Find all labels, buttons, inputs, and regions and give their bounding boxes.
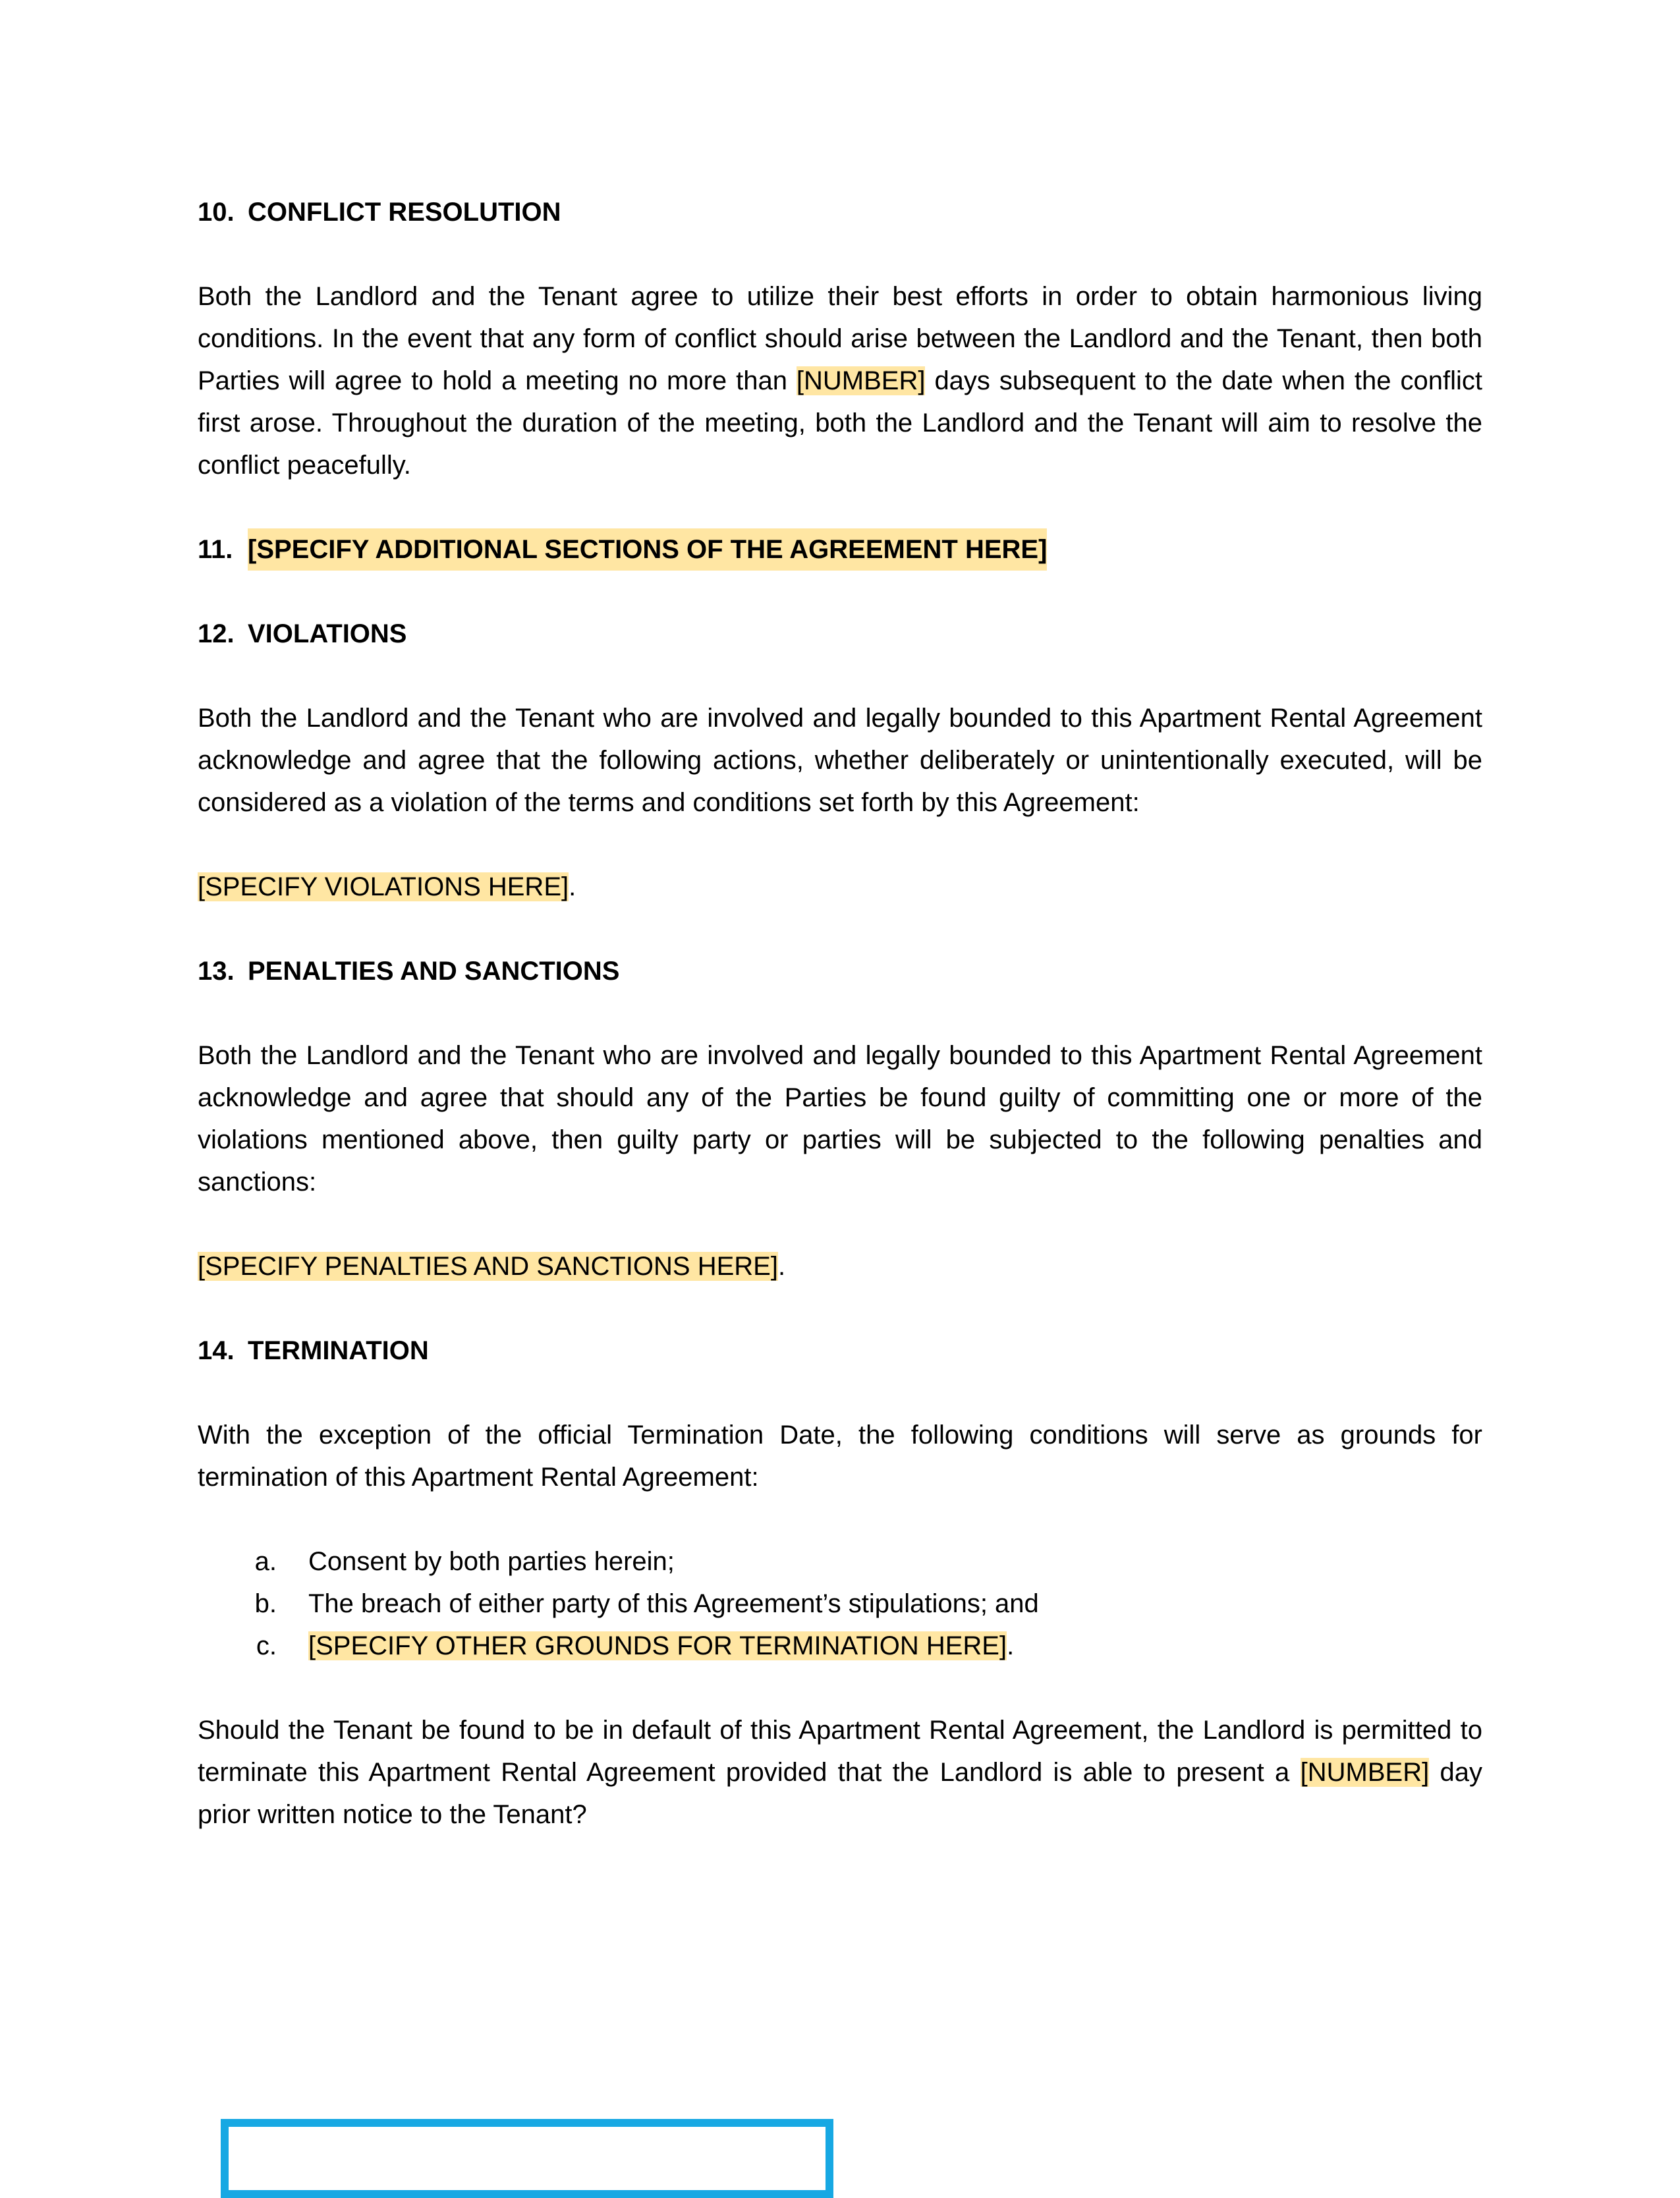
violations-placeholder-paragraph bbox=[198, 866, 1482, 908]
section-heading-penalties bbox=[198, 950, 1482, 992]
list-marker: b. bbox=[254, 1589, 277, 1618]
penalties-paragraph: Both the Landlord and the Tenant who are involved and legally bounded to this Apartment Rental Agreement acknowledge and agree that should any of the Parties be found guilty of committing one or more of the violations mentioned above, then guilty party or parties will be subjected to the following penalties and sanctions: bbox=[198, 1041, 1482, 1197]
decorative-frame bbox=[221, 2119, 833, 2198]
conflict-resolution-paragraph bbox=[198, 275, 1482, 486]
document-body bbox=[198, 191, 1482, 1878]
section-heading-violations bbox=[198, 613, 1482, 655]
penalties-placeholder-paragraph bbox=[198, 1245, 1482, 1287]
list-marker: c. bbox=[256, 1631, 277, 1660]
paragraph-text: day prior written notice to the Tenant? bbox=[198, 1758, 1482, 1829]
section-number: 10. bbox=[198, 198, 235, 227]
section-heading-additional-sections bbox=[198, 528, 1482, 571]
violations-paragraph: Both the Landlord and the Tenant who are involved and legally bounded to this Apartment Rental Agreement acknowledge and agree that the following actions, whether deliberately or unintentionally executed, will be considered as a violation of the terms and conditions set forth by this Agreement: bbox=[198, 704, 1482, 817]
list-marker: a. bbox=[254, 1547, 277, 1576]
section-number: 14. bbox=[198, 1336, 235, 1365]
section-title: VIOLATIONS bbox=[248, 619, 407, 648]
paragraph-text: Both the Landlord and the Tenant agree to utilize their best efforts in order to obtain harmonious living conditions. In the event that any form of conflict should arise between the Landlord and the Tenant, then both Parties will agree to hold a meeting no more than bbox=[198, 282, 1482, 395]
list-item bbox=[198, 1540, 1482, 1583]
section-heading-conflict-resolution bbox=[198, 191, 1482, 233]
list-item-text: . bbox=[1007, 1631, 1015, 1660]
list-item bbox=[198, 1625, 1482, 1667]
paragraph-text: . bbox=[569, 872, 576, 901]
paragraph-text: Should the Tenant be found to be in default of this Apartment Rental Agreement, the Landlord is permitted to terminate this Apartment Rental Agreement provided that the Landlord is able to present a bbox=[198, 1716, 1482, 1787]
section-title: TERMINATION bbox=[248, 1336, 429, 1365]
paragraph-text: . bbox=[777, 1252, 786, 1281]
section-number: 11. bbox=[198, 535, 233, 564]
list-item bbox=[198, 1583, 1482, 1625]
number-placeholder: [NUMBER] bbox=[1300, 1758, 1430, 1787]
list-item-text: Consent by both parties herein; bbox=[308, 1547, 675, 1576]
violations-placeholder: [SPECIFY VIOLATIONS HERE] bbox=[198, 872, 569, 901]
termination-paragraph: With the exception of the official Termination Date, the following conditions will serve as grounds for termination of this Apartment Rental Agreement: bbox=[198, 1421, 1482, 1492]
section-heading-termination bbox=[198, 1330, 1482, 1372]
default-termination-paragraph bbox=[198, 1709, 1482, 1836]
list-item-text: The breach of either party of this Agreement’s stipulations; and bbox=[308, 1589, 1039, 1618]
number-placeholder: [NUMBER] bbox=[796, 366, 926, 395]
section-title-placeholder: [SPECIFY ADDITIONAL SECTIONS OF THE AGREEMENT HERE] bbox=[248, 528, 1047, 571]
penalties-placeholder: [SPECIFY PENALTIES AND SANCTIONS HERE] bbox=[198, 1252, 778, 1281]
termination-grounds-list bbox=[198, 1540, 1482, 1667]
other-grounds-placeholder: [SPECIFY OTHER GROUNDS FOR TERMINATION HERE] bbox=[308, 1631, 1007, 1660]
section-title: CONFLICT RESOLUTION bbox=[248, 198, 561, 227]
section-number: 12. bbox=[198, 619, 235, 648]
section-number: 13. bbox=[198, 957, 235, 986]
section-title: PENALTIES AND SANCTIONS bbox=[248, 957, 620, 986]
paragraph-text: days subsequent to the date when the conflict first arose. Throughout the duration of the meeting, both the Landlord and the Tenant will aim to resolve the conflict peacefully. bbox=[198, 366, 1482, 480]
